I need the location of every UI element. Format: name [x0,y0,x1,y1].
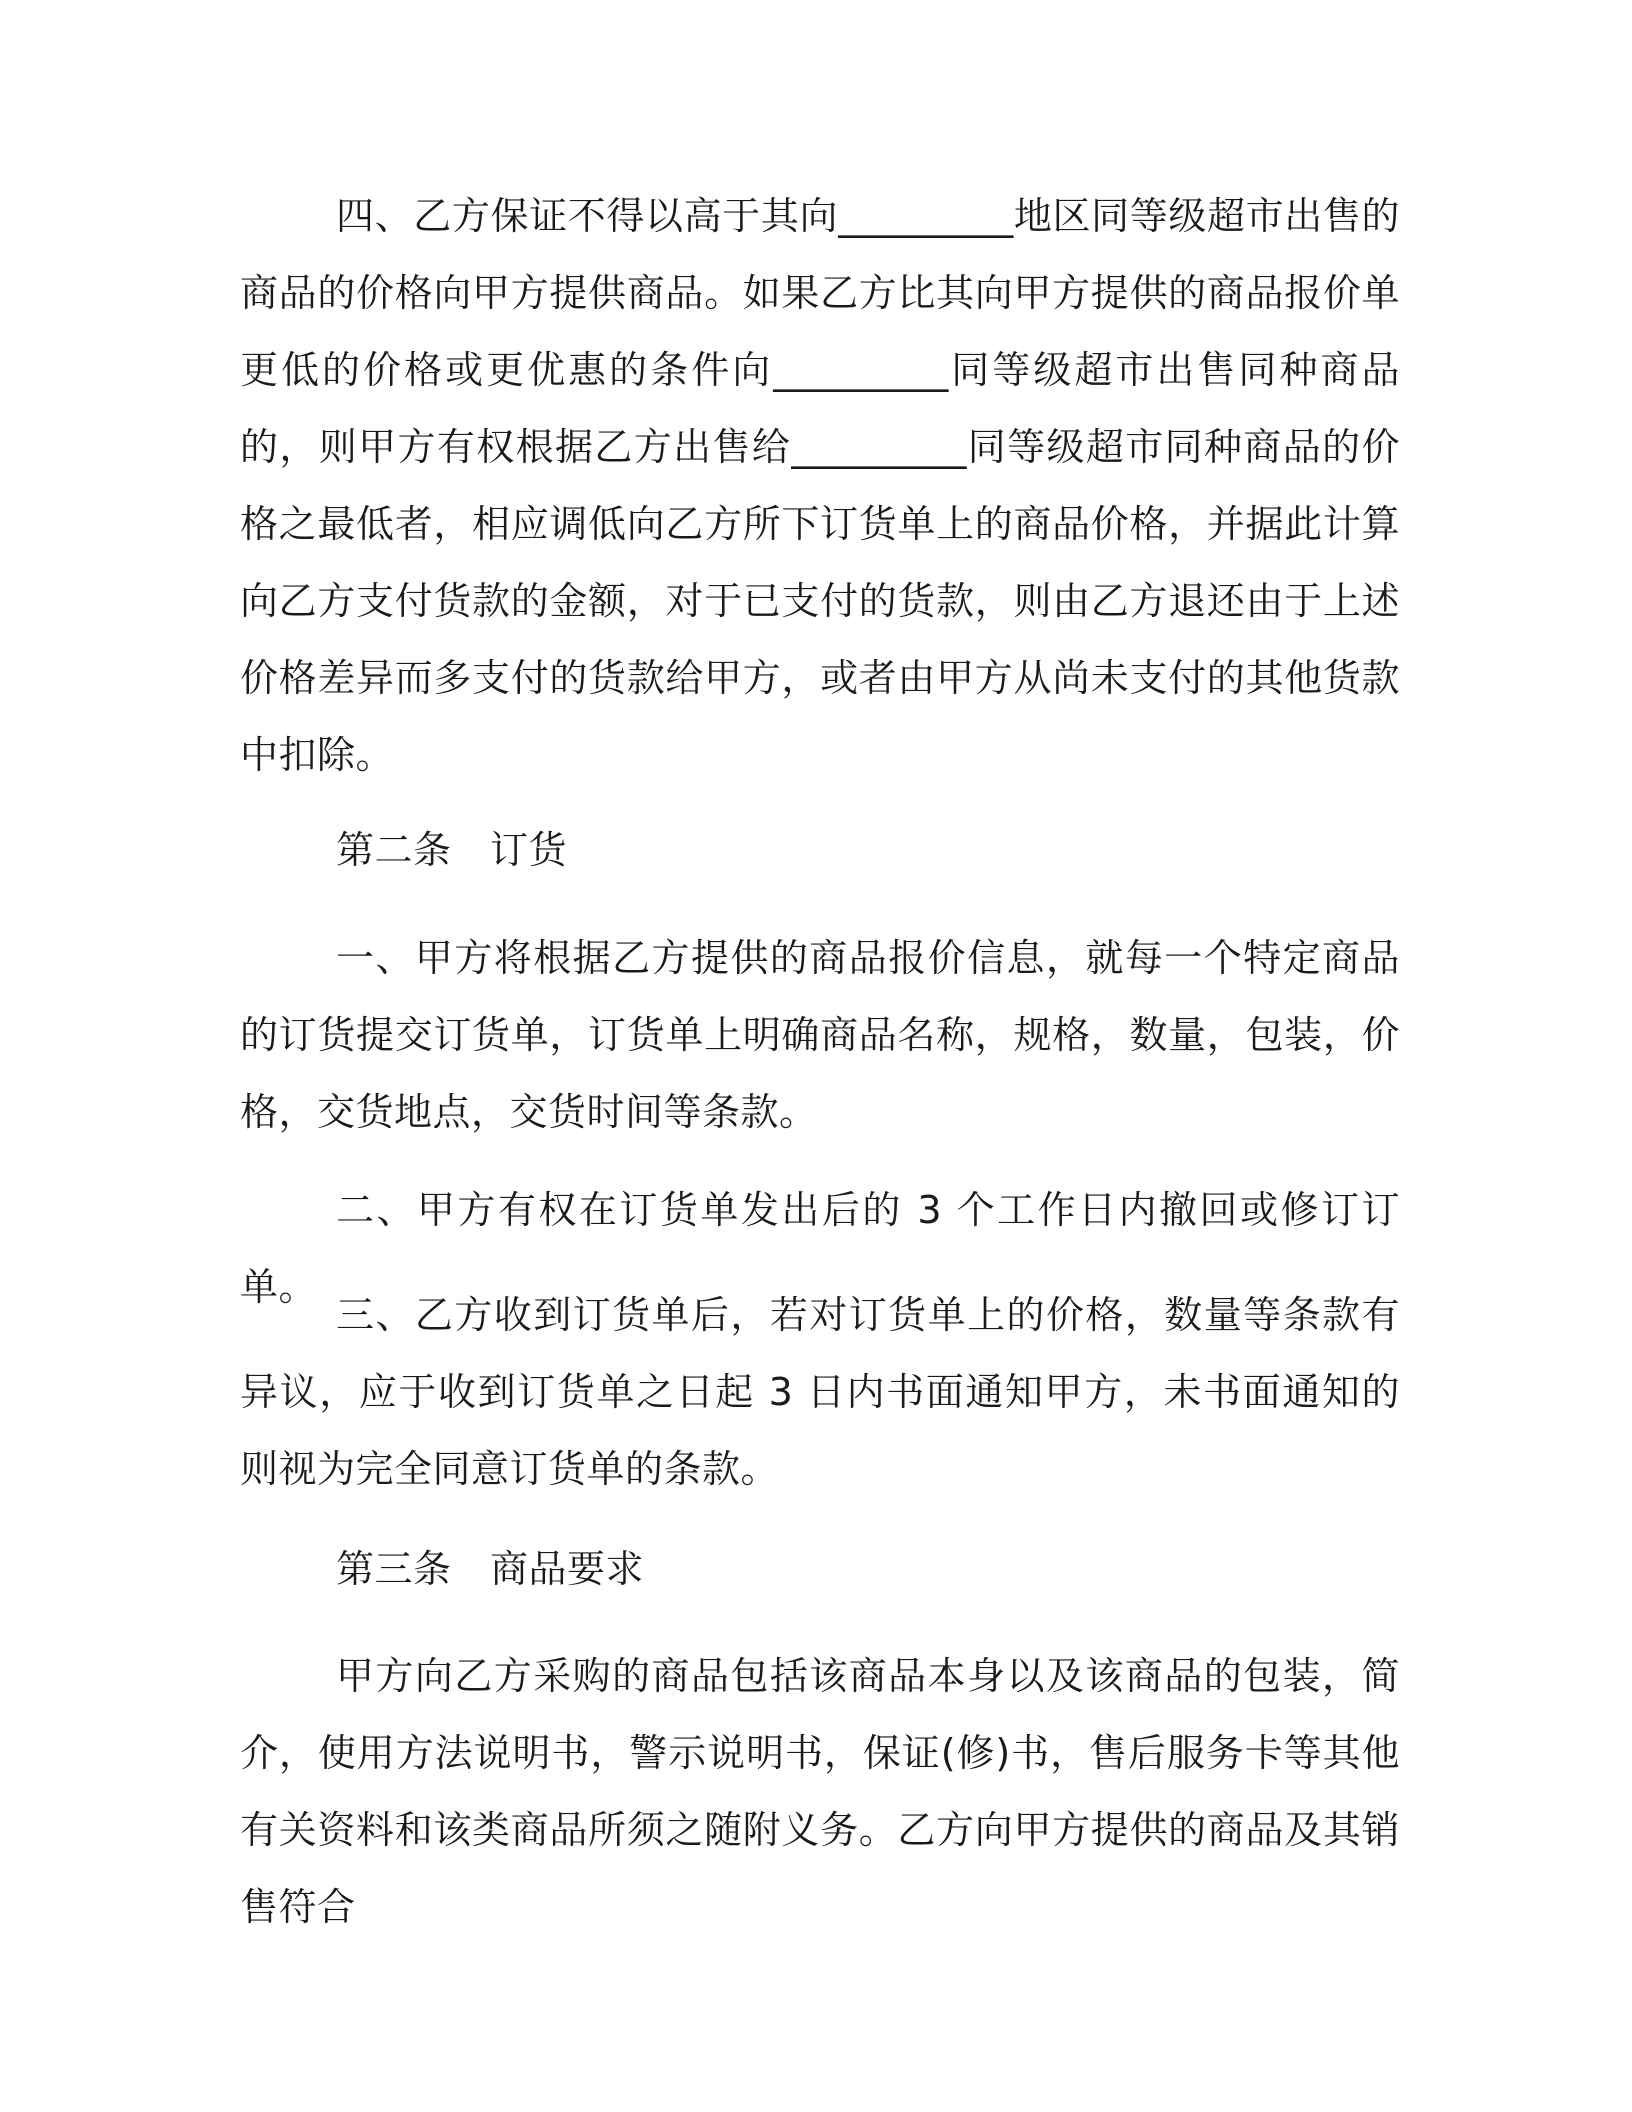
clause-paragraph-order-revocation: 二、甲方有权在订货单发出后的 3 个工作日内撤回或修订订单。 [240,1188,1400,1309]
clause-paragraph-product-scope: 甲方向乙方采购的商品包括该商品本身以及该商品的包装，简介，使用方法说明书，警示说明书，保证(修)书，售后服务卡等其他有关资料和该类商品所须之随附义务。乙方向甲方提供的商品及其销售符合 [240,1654,1400,1929]
article-heading-ordering: 第二条 订货 [336,828,568,872]
clause-paragraph-order-objection: 三、乙方收到订货单后，若对订货单上的价格，数量等条款有异议，应于收到订货单之日起 3 日内书面通知甲方，未书面通知的则视为完全同意订货单的条款。 [240,1293,1400,1491]
article-heading-product-requirements: 第三条 商品要求 [336,1547,645,1591]
clause-paragraph-price-guarantee: 四、乙方保证不得以高于其向_________地区同等级超市出售的商品的价格向甲方提供商品。如果乙方比其向甲方提供的商品报价单更低的价格或更优惠的条件向_________同等级超市出售同种商品的，则甲方有权根据乙方出售给_________同等级超市同种商品的价格之最低者，相应调低向乙方所下订货单上的商品价格，并据此计算向乙方支付货款的金额，对于已支付的货款，则由乙方退还由于上述价格差异而多支付的货款给甲方，或者由甲方从尚未支付的其他货款中扣除。 [240,194,1400,777]
clause-paragraph-order-submission: 一、甲方将根据乙方提供的商品报价信息，就每一个特定商品的订货提交订货单，订货单上明确商品名称，规格，数量，包装，价格，交货地点，交货时间等条款。 [240,936,1400,1134]
